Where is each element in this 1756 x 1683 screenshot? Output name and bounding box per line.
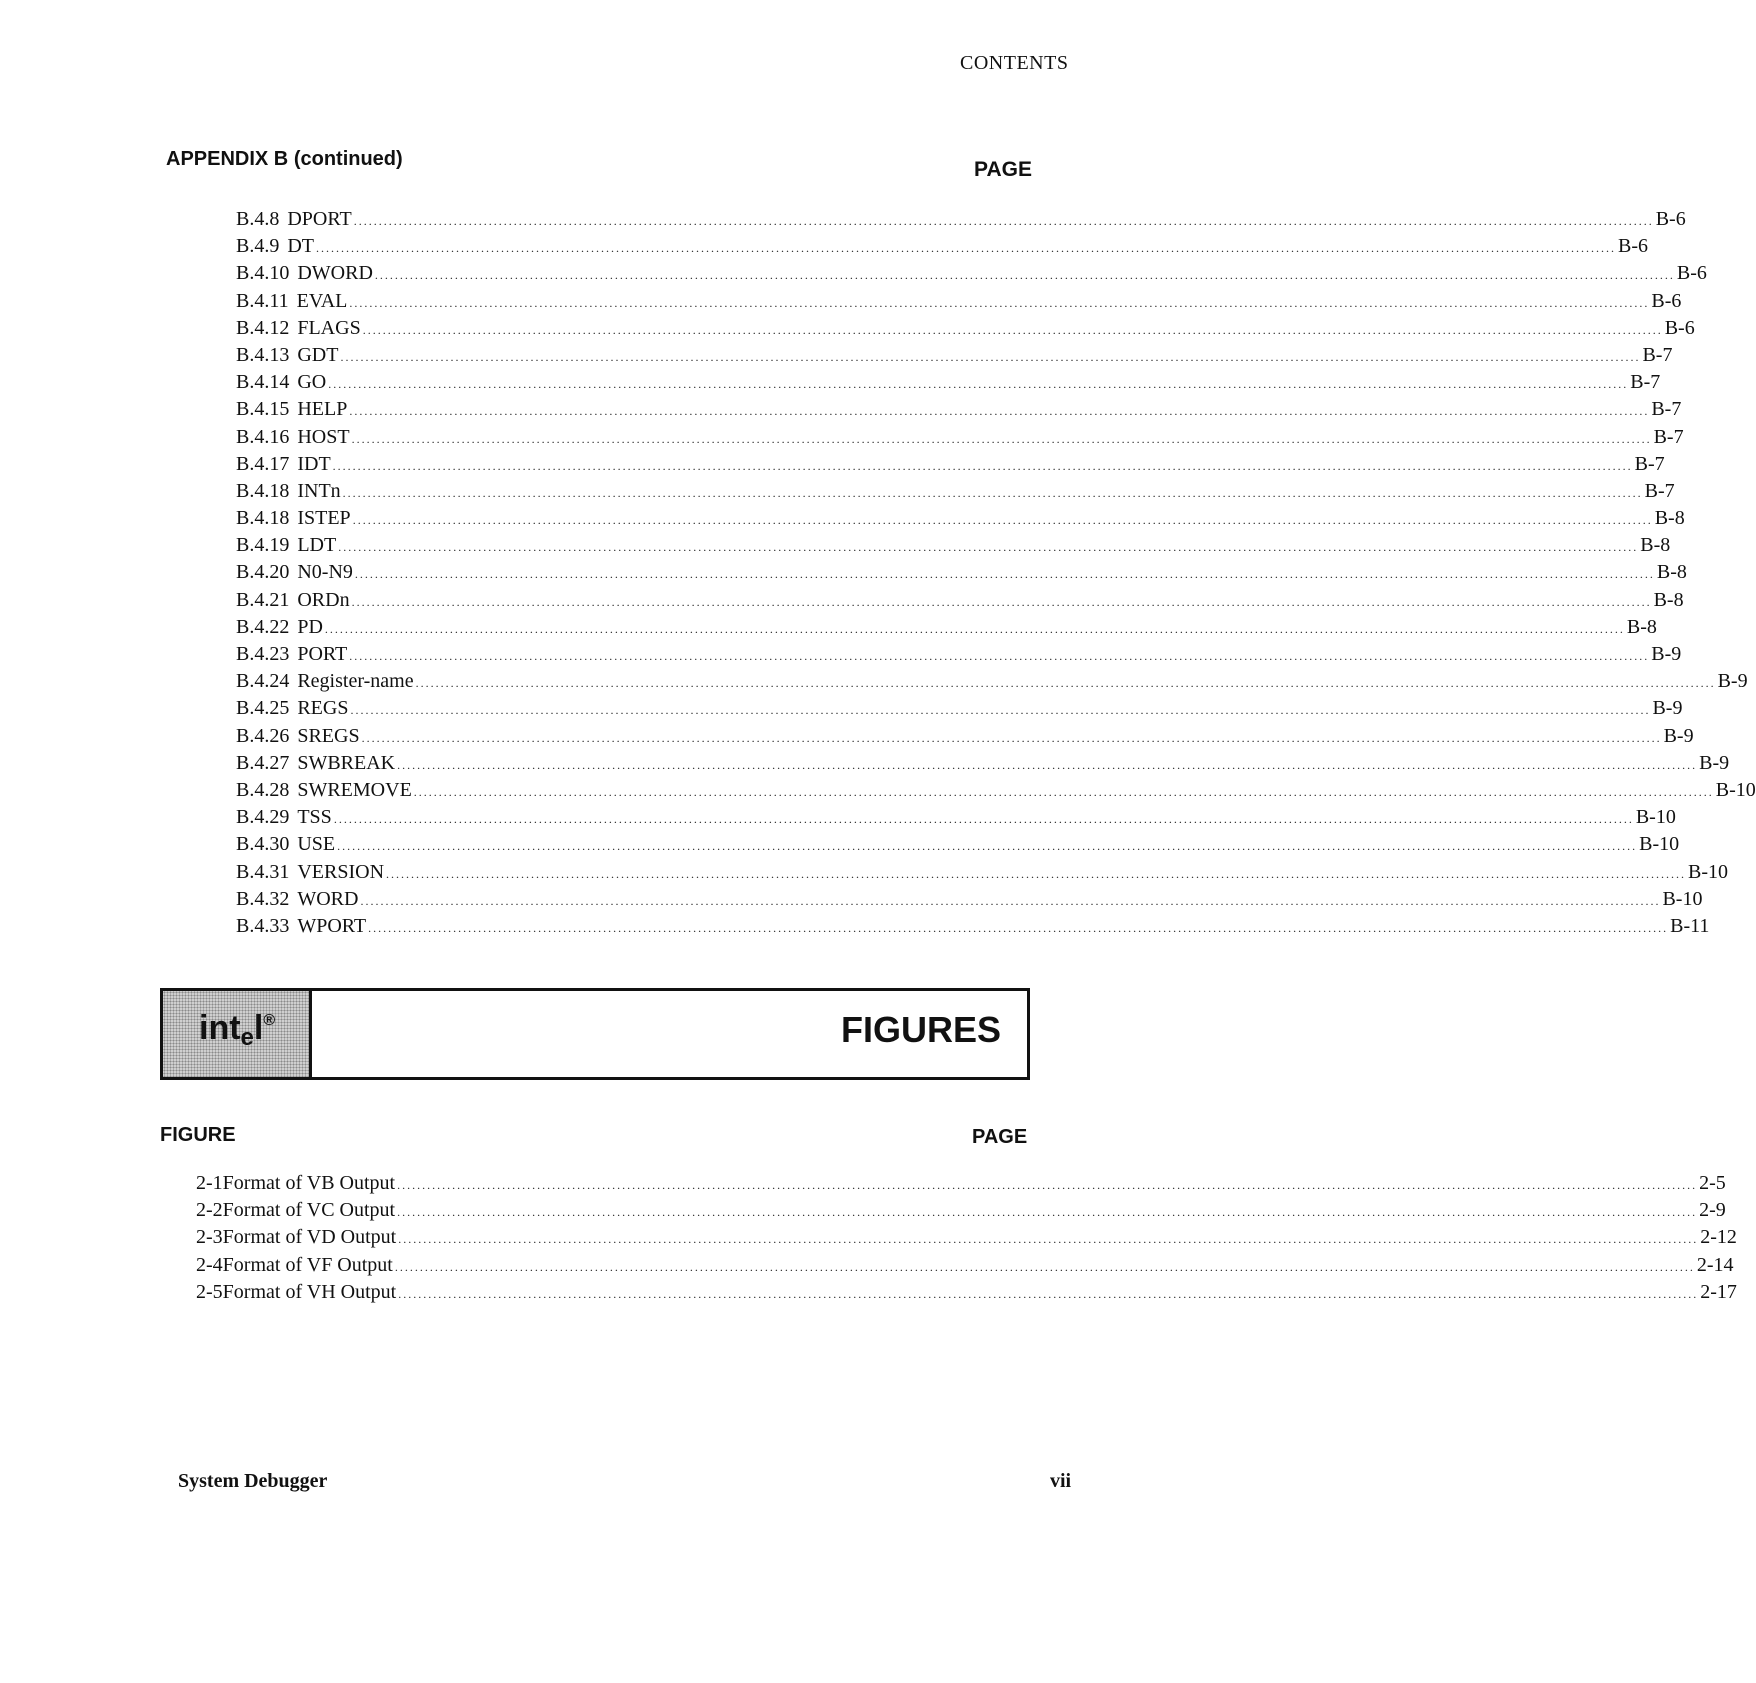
toc-entry-page: B-9 bbox=[1717, 670, 1748, 693]
toc-entry-page: B-10 bbox=[1639, 833, 1680, 856]
toc-entry bbox=[236, 588, 1684, 616]
toc-entry-number: B.4.11 bbox=[236, 289, 289, 312]
toc-entry-page: B-8 bbox=[1656, 561, 1687, 584]
toc-entry-title: N0-N9 bbox=[297, 561, 353, 584]
toc-entry-number: B.4.21 bbox=[236, 588, 290, 611]
figure-entry-page: 2-12 bbox=[1700, 1226, 1737, 1249]
toc-entry-title: EVAL bbox=[296, 289, 348, 312]
toc-entry-number: B.4.23 bbox=[236, 643, 290, 665]
toc-entry-title: ISTEP bbox=[297, 507, 351, 530]
dot-leader: .................................................................................................................................................................................................................................................................... bbox=[368, 920, 1669, 935]
toc-entry bbox=[236, 724, 1694, 752]
figure-entry-title: Format of VD Output bbox=[222, 1226, 397, 1249]
figures-list bbox=[196, 1172, 1737, 1308]
toc-entry-number: B.4.24 bbox=[236, 670, 290, 693]
toc-entry-title: INTn bbox=[297, 479, 341, 502]
dot-leader: .................................................................................................................................................................................................................................................................... bbox=[337, 839, 1638, 854]
toc-entry-title: WPORT bbox=[297, 914, 367, 937]
toc-entry bbox=[236, 561, 1687, 588]
toc-entry-page: B-6 bbox=[1664, 316, 1695, 339]
toc-entry-title: DPORT bbox=[287, 208, 352, 230]
toc-entry-number: B.4.9 bbox=[236, 235, 280, 258]
dot-leader: .................................................................................................................................................................................................................................................................... bbox=[324, 621, 1625, 636]
toc-entry bbox=[236, 452, 1665, 480]
toc-entry bbox=[236, 235, 1649, 262]
toc-entry-title: Register-name bbox=[297, 670, 414, 693]
toc-entry-number: B.4.27 bbox=[236, 751, 290, 774]
appendix-heading-suffix: (continued) bbox=[293, 148, 403, 170]
toc-entry bbox=[236, 371, 1661, 398]
toc-entry-page: B-7 bbox=[1642, 343, 1673, 366]
footer-doc-title: System Debugger bbox=[178, 1470, 328, 1492]
figures-page-column-label: PAGE bbox=[972, 1126, 1028, 1148]
dot-leader: .................................................................................................................................................................................................................................................................... bbox=[362, 322, 1663, 337]
toc-entry bbox=[236, 316, 1695, 344]
figure-entry bbox=[196, 1199, 1726, 1226]
toc-entry bbox=[236, 289, 1682, 317]
intel-logo bbox=[163, 991, 312, 1077]
figure-entry-title: Format of VC Output bbox=[222, 1199, 396, 1222]
dot-leader: .................................................................................................................................................................................................................................................................... bbox=[338, 540, 1639, 555]
footer-page-number: vii bbox=[1050, 1470, 1072, 1492]
toc-entry-page: B-7 bbox=[1653, 425, 1684, 448]
logo-sub: e bbox=[240, 1024, 254, 1051]
appendix-page-column-label: PAGE bbox=[974, 158, 1032, 181]
dot-leader: .................................................................................................................................................................................................................................................................... bbox=[397, 1178, 1698, 1192]
toc-entry-page: B-7 bbox=[1634, 452, 1665, 475]
toc-entry-page: B-10 bbox=[1662, 887, 1703, 910]
dot-leader: .................................................................................................................................................................................................................................................................... bbox=[386, 866, 1687, 881]
toc-entry-page: B-8 bbox=[1653, 588, 1684, 611]
dot-leader: .................................................................................................................................................................................................................................................................... bbox=[351, 431, 1652, 446]
toc-entry bbox=[236, 887, 1703, 915]
toc-entry bbox=[236, 697, 1683, 724]
toc-entry bbox=[236, 425, 1684, 453]
appendix-heading-label: APPENDIX B bbox=[166, 148, 289, 170]
dot-leader: .................................................................................................................................................................................................................................................................... bbox=[360, 893, 1661, 908]
toc-entry-title: GDT bbox=[297, 343, 339, 366]
toc-entry-page: B-10 bbox=[1688, 860, 1729, 883]
figure-entry-number: 2-1 bbox=[196, 1172, 223, 1194]
dot-leader: .................................................................................................................................................................................................................................................................... bbox=[397, 757, 1698, 772]
dot-leader: .................................................................................................................................................................................................................................................................... bbox=[353, 214, 1654, 228]
toc-entry bbox=[236, 806, 1676, 833]
appendix-heading bbox=[166, 148, 403, 171]
toc-entry-title: DWORD bbox=[297, 262, 373, 285]
toc-entry bbox=[236, 208, 1686, 235]
dot-leader: .................................................................................................................................................................................................................................................................... bbox=[351, 594, 1652, 609]
figure-column-label: FIGURE bbox=[160, 1124, 236, 1146]
toc-entry-page: B-6 bbox=[1618, 235, 1649, 258]
dot-leader: .................................................................................................................................................................................................................................................................... bbox=[398, 1232, 1699, 1247]
figure-entry-title: Format of VH Output bbox=[222, 1280, 397, 1303]
toc-entry-page: B-10 bbox=[1635, 806, 1676, 829]
figure-entry-page: 2-5 bbox=[1699, 1172, 1726, 1194]
toc-entry-number: B.4.18 bbox=[236, 507, 290, 530]
toc-entry bbox=[236, 914, 1710, 942]
toc-entry bbox=[236, 860, 1729, 888]
dot-leader: .................................................................................................................................................................................................................................................................... bbox=[361, 730, 1662, 745]
toc-entry-title: TSS bbox=[297, 806, 332, 829]
toc-entry-page: B-9 bbox=[1652, 697, 1683, 720]
figure-entry-page: 2-14 bbox=[1696, 1253, 1734, 1276]
dot-leader: .................................................................................................................................................................................................................................................................... bbox=[333, 812, 1634, 827]
toc-entry bbox=[236, 507, 1685, 534]
toc-entry bbox=[236, 615, 1657, 643]
toc-entry bbox=[236, 751, 1730, 779]
toc-entry bbox=[236, 778, 1756, 806]
figure-entry-number: 2-3 bbox=[196, 1226, 223, 1249]
dot-leader: .................................................................................................................................................................................................................................................................... bbox=[398, 1286, 1699, 1301]
toc-entry-number: B.4.32 bbox=[236, 887, 290, 910]
dot-leader: .................................................................................................................................................................................................................................................................... bbox=[328, 377, 1629, 392]
toc-entry bbox=[236, 479, 1675, 507]
toc-entry-number: B.4.26 bbox=[236, 724, 290, 747]
toc-entry bbox=[236, 398, 1682, 425]
toc-entry-title: SWREMOVE bbox=[297, 778, 412, 801]
toc-entry-title: REGS bbox=[297, 697, 349, 720]
toc-entry bbox=[236, 262, 1707, 289]
dot-leader: .................................................................................................................................................................................................................................................................... bbox=[349, 649, 1650, 663]
figures-banner bbox=[160, 988, 1030, 1080]
toc-entry-page: B-6 bbox=[1676, 262, 1707, 285]
toc-entry-number: B.4.14 bbox=[236, 371, 290, 394]
toc-entry-title: PORT bbox=[297, 643, 348, 665]
toc-entry-title: HOST bbox=[297, 425, 350, 448]
toc-entry-number: B.4.30 bbox=[236, 833, 290, 856]
figure-entry-title: Format of VF Output bbox=[222, 1253, 393, 1276]
running-head: CONTENTS bbox=[960, 52, 1069, 74]
toc-entry-page: B-8 bbox=[1626, 615, 1657, 638]
figure-entry bbox=[196, 1226, 1737, 1253]
toc-entry-title: HELP bbox=[297, 398, 348, 421]
appendix-toc-list bbox=[236, 208, 1756, 942]
toc-entry bbox=[236, 833, 1680, 860]
dot-leader: .................................................................................................................................................................................................................................................................... bbox=[415, 676, 1716, 691]
toc-entry-title: GO bbox=[297, 371, 327, 394]
dot-leader: .................................................................................................................................................................................................................................................................... bbox=[349, 295, 1650, 310]
figure-entry bbox=[196, 1253, 1734, 1281]
toc-entry-number: B.4.25 bbox=[236, 697, 290, 720]
figure-entry-page: 2-9 bbox=[1699, 1199, 1726, 1222]
figure-entry bbox=[196, 1172, 1726, 1199]
toc-entry-page: B-6 bbox=[1655, 208, 1686, 230]
toc-entry-page: B-7 bbox=[1630, 371, 1661, 394]
toc-entry-number: B.4.13 bbox=[236, 343, 290, 366]
toc-entry-number: B.4.28 bbox=[236, 778, 290, 801]
toc-entry-title: PD bbox=[297, 615, 323, 638]
toc-entry-page: B-8 bbox=[1640, 534, 1671, 557]
toc-entry bbox=[236, 343, 1673, 371]
dot-leader: .................................................................................................................................................................................................................................................................... bbox=[397, 1205, 1698, 1220]
dot-leader: .................................................................................................................................................................................................................................................................... bbox=[413, 784, 1714, 799]
toc-entry-title: LDT bbox=[297, 534, 337, 557]
toc-entry-page: B-10 bbox=[1715, 778, 1756, 801]
toc-entry-number: B.4.8 bbox=[236, 208, 280, 230]
figure-entry-number: 2-5 bbox=[196, 1280, 223, 1303]
logo-main: int bbox=[199, 1009, 241, 1047]
toc-entry-page: B-7 bbox=[1651, 398, 1682, 421]
intel-logo-text bbox=[199, 1009, 276, 1051]
toc-entry-title: DT bbox=[287, 235, 315, 258]
toc-entry-page: B-8 bbox=[1654, 507, 1685, 530]
toc-entry-page: B-11 bbox=[1670, 914, 1710, 937]
dot-leader: .................................................................................................................................................................................................................................................................... bbox=[354, 567, 1655, 582]
dot-leader: .................................................................................................................................................................................................................................................................... bbox=[349, 404, 1650, 419]
figures-banner-title: FIGURES bbox=[840, 1009, 1001, 1050]
figure-entry bbox=[196, 1280, 1737, 1308]
toc-entry-number: B.4.19 bbox=[236, 534, 290, 557]
toc-entry-page: B-6 bbox=[1651, 289, 1682, 312]
logo-end: l bbox=[253, 1009, 264, 1047]
toc-entry-number: B.4.16 bbox=[236, 425, 290, 448]
toc-entry bbox=[236, 534, 1671, 561]
figure-entry-page: 2-17 bbox=[1700, 1280, 1737, 1303]
toc-entry-page: B-9 bbox=[1699, 751, 1730, 774]
toc-entry-title: WORD bbox=[297, 887, 359, 910]
toc-entry-number: B.4.31 bbox=[236, 860, 290, 883]
figure-entry-title: Format of VB Output bbox=[222, 1172, 396, 1194]
toc-entry-title: SWBREAK bbox=[297, 751, 396, 774]
toc-entry-number: B.4.20 bbox=[236, 561, 290, 584]
dot-leader: .................................................................................................................................................................................................................................................................... bbox=[374, 268, 1675, 283]
toc-entry bbox=[236, 643, 1682, 670]
toc-entry-title: ORDn bbox=[297, 588, 350, 611]
toc-entry-number: B.4.33 bbox=[236, 914, 290, 937]
dot-leader: .................................................................................................................................................................................................................................................................... bbox=[332, 458, 1633, 473]
logo-registered-mark: ® bbox=[263, 1012, 276, 1029]
toc-entry-title: SREGS bbox=[297, 724, 360, 747]
dot-leader: .................................................................................................................................................................................................................................................................... bbox=[394, 1259, 1695, 1274]
toc-entry-number: B.4.12 bbox=[236, 316, 290, 339]
toc-entry-number: B.4.22 bbox=[236, 615, 290, 638]
toc-entry-title: VERSION bbox=[297, 860, 385, 883]
toc-entry-number: B.4.18 bbox=[236, 479, 290, 502]
toc-entry-page: B-9 bbox=[1663, 724, 1694, 747]
toc-entry-number: B.4.29 bbox=[236, 806, 290, 829]
toc-entry-number: B.4.10 bbox=[236, 262, 290, 285]
toc-entry-number: B.4.15 bbox=[236, 398, 290, 421]
toc-entry bbox=[236, 670, 1748, 697]
toc-entry-page: B-7 bbox=[1644, 479, 1675, 502]
dot-leader: .................................................................................................................................................................................................................................................................... bbox=[340, 349, 1641, 364]
dot-leader: .................................................................................................................................................................................................................................................................... bbox=[350, 703, 1651, 718]
toc-entry-title: USE bbox=[297, 833, 336, 856]
dot-leader: .................................................................................................................................................................................................................................................................... bbox=[316, 241, 1617, 256]
figure-entry-number: 2-4 bbox=[196, 1253, 223, 1276]
toc-entry-page: B-9 bbox=[1651, 643, 1682, 665]
dot-leader: .................................................................................................................................................................................................................................................................... bbox=[352, 513, 1653, 528]
dot-leader: .................................................................................................................................................................................................................................................................... bbox=[342, 485, 1643, 500]
figure-entry-number: 2-2 bbox=[196, 1199, 223, 1222]
toc-entry-title: FLAGS bbox=[297, 316, 361, 339]
toc-entry-title: IDT bbox=[297, 452, 331, 475]
toc-entry-number: B.4.17 bbox=[236, 452, 290, 475]
